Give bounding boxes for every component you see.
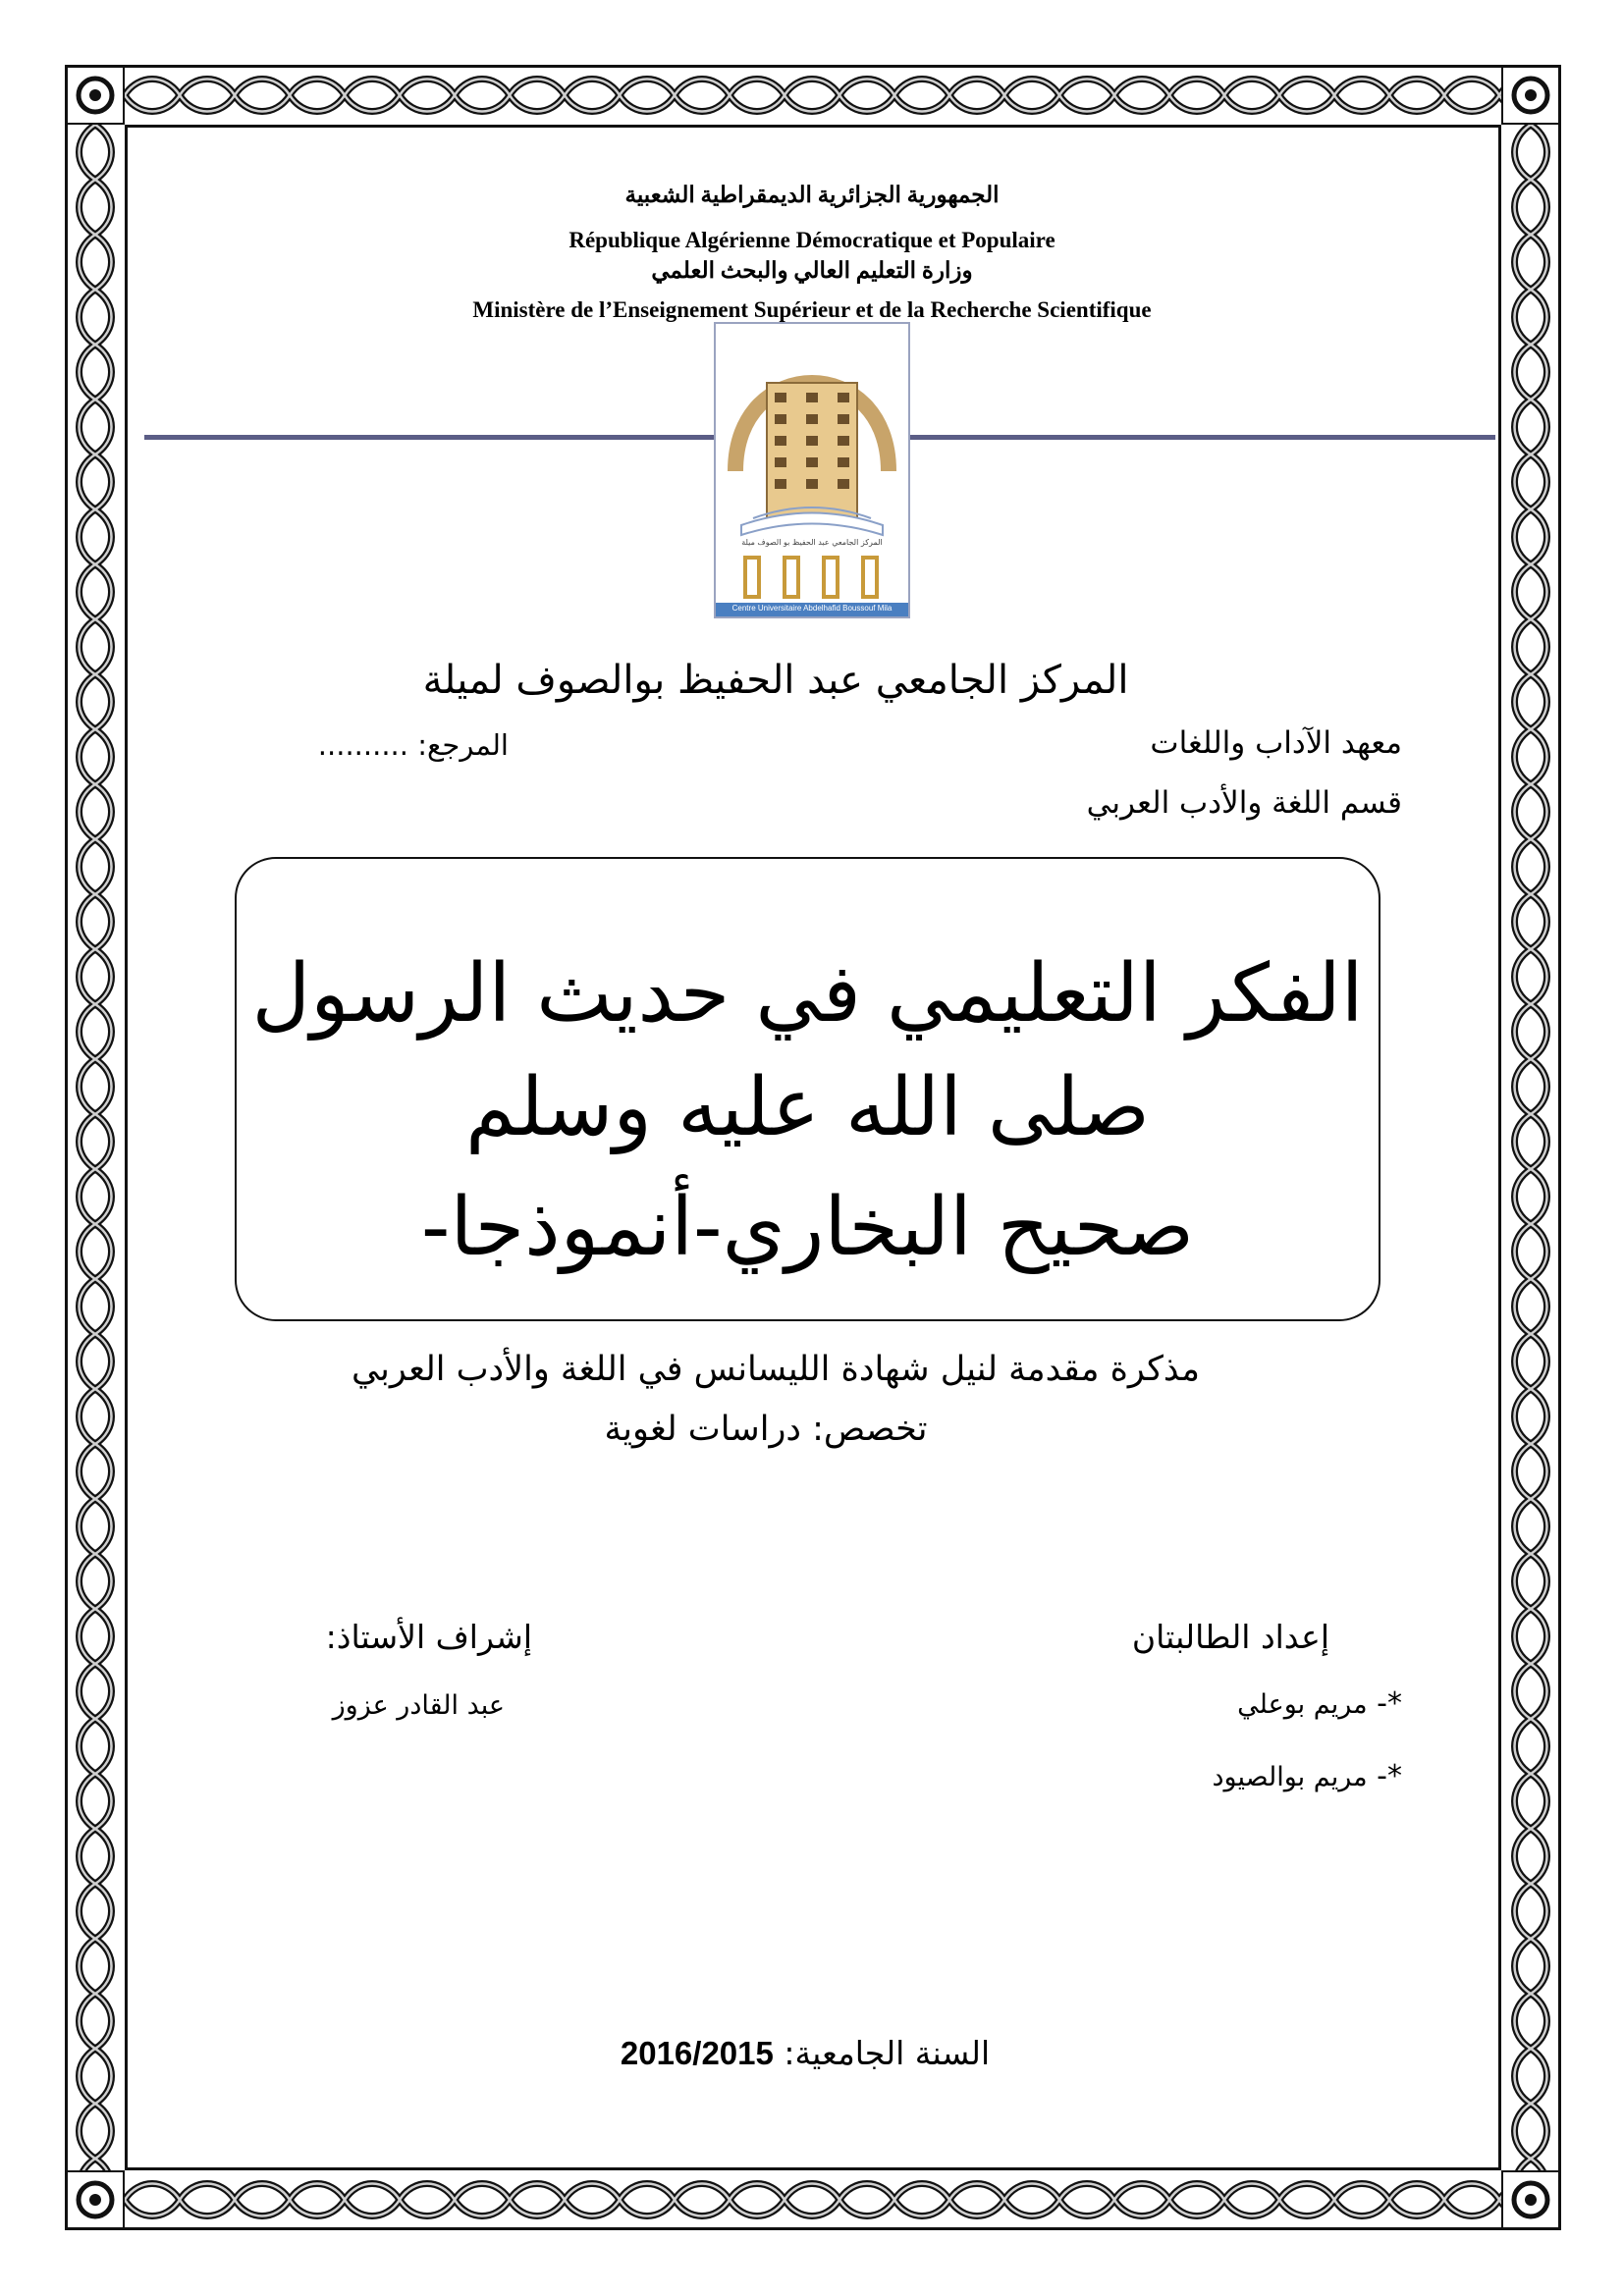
specialty: تخصص: دراسات لغوية (604, 1410, 928, 1449)
student-name: مريم بوعلي (1237, 1689, 1368, 1720)
border-braid-left (66, 125, 125, 2170)
header-rule-left (144, 435, 714, 440)
student-item (1212, 1759, 1402, 1793)
bullet-marker: *- (1377, 1759, 1402, 1793)
department-name: قسم اللغة والأدب العربي (1086, 785, 1402, 821)
header-rule-right (910, 435, 1495, 440)
university-logo-icon (714, 322, 910, 618)
ministry-fr: Ministère de l’Enseignement Supérieur et de la Recherche Scientifique (472, 297, 1152, 322)
corner-ornament-icon (66, 2170, 125, 2229)
academic-year (530, 2034, 1080, 2072)
students-heading: إعداد الطالبتان (1131, 1618, 1329, 1656)
reference-field: المرجع: .......... (317, 728, 509, 762)
student-item (1237, 1686, 1402, 1721)
corner-ornament-icon (66, 66, 125, 125)
republic-ar: الجمهورية الجزائرية الديمقراطية الشعبية (624, 183, 1000, 207)
supervisor-heading: إشراف الأستاذ: (325, 1618, 532, 1656)
memo-description: مذكرة مقدمة لنيل شهادة الليسانس في اللغة والأدب العربي (351, 1350, 1201, 1389)
corner-ornament-icon (1501, 2170, 1560, 2229)
corner-ornament-icon (1501, 66, 1560, 125)
academic-year-value: 2016/2015 (620, 2035, 774, 2071)
thesis-title-line-3: صحيح البخاري-أنموذجا- (420, 1181, 1195, 1274)
border-braid-right (1501, 125, 1560, 2170)
logo-caption-ar: المركز الجامعي عبد الحفيظ بو الصوف ميلة (741, 538, 883, 547)
republic-fr: République Algérienne Démocratique et Populaire (568, 228, 1056, 252)
bullet-marker: *- (1377, 1686, 1402, 1721)
ministry-ar: وزارة التعليم العالي والبحث العلمي (651, 258, 973, 283)
supervisor-name: عبد القادر عزوز (332, 1690, 505, 1721)
university-center-name: المركز الجامعي عبد الحفيظ بوالصوف لميلة (422, 658, 1129, 703)
border-braid-top (125, 66, 1501, 125)
border-braid-bottom (125, 2170, 1501, 2229)
logo-caption-fr: Centre Universitaire Abdelhafid Boussouf Mila (731, 604, 893, 613)
thesis-title-line-2: صلى الله عليه وسلم (465, 1061, 1150, 1154)
institute-name: معهد الآداب واللغات (1150, 725, 1402, 761)
academic-year-label: السنة الجامعية: (784, 2034, 991, 2072)
student-name: مريم بوالصيود (1212, 1762, 1368, 1792)
thesis-title-line-1: الفكر التعليمي في حديث الرسول (251, 947, 1364, 1041)
